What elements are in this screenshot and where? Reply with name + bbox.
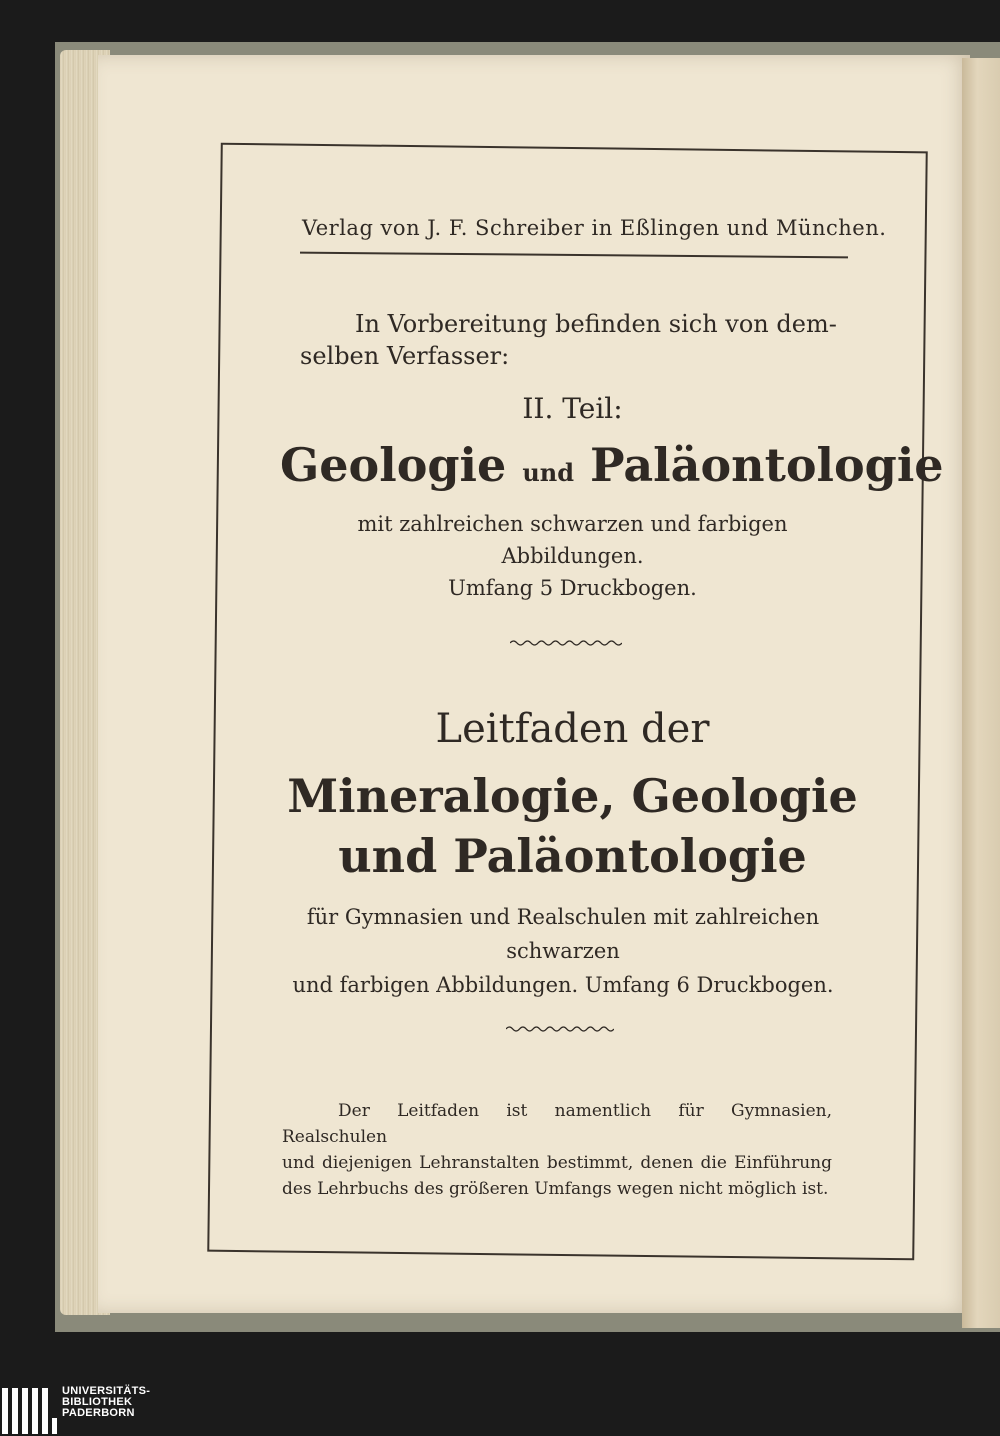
library-logo <box>0 1386 200 1436</box>
intro-line-1: In Vorbereitung befinden sich von dem- <box>355 310 837 338</box>
part-label: II. Teil: <box>522 392 623 425</box>
book1-title-und: und <box>522 458 574 487</box>
library-logo-line-2: BIBLIOTHEK <box>62 1396 133 1408</box>
note-line-1: Der Leitfaden ist namentlich für Gymnasien, Realschulen <box>282 1101 832 1147</box>
book2-title-main <box>280 766 865 886</box>
book2-title-line-3: und Paläontologie <box>338 829 807 883</box>
book1-description-line-1: mit zahlreichen schwarzen und farbigen Abbildungen. <box>357 512 788 568</box>
book1-title-b: Paläontologie <box>590 438 944 492</box>
note-text <box>282 1098 832 1202</box>
facing-page-gutter <box>962 58 1000 1328</box>
note-line-3: Lehrbuchs des größeren Umfangs wegen nicht möglich ist. <box>317 1179 829 1199</box>
library-logo-line-3: PADERBORN <box>62 1407 135 1419</box>
library-logo-text <box>62 1386 150 1419</box>
book1-description <box>290 508 855 604</box>
book2-title-line-2: Mineralogie, Geologie <box>287 769 858 823</box>
note-line-2: und diejenigen Lehranstalten bestimmt, denen die Einführung des <box>282 1153 832 1199</box>
wavy-ornament-2 <box>506 1024 614 1034</box>
intro-text <box>300 308 845 372</box>
book2-description-line-2: und farbigen Abbildungen. Umfang 6 Druckbogen. <box>292 973 834 997</box>
book1-title-a: Geologie <box>280 438 507 492</box>
intro-line-2: selben Verfasser: <box>300 342 510 370</box>
book1-description-line-2: Umfang 5 Druckbogen. <box>448 576 697 600</box>
book1-title <box>280 438 944 492</box>
library-logo-bars-icon <box>2 1388 58 1434</box>
wavy-ornament-1 <box>510 638 622 648</box>
library-logo-line-1: UNIVERSITÄTS- <box>62 1385 151 1397</box>
book2-description-line-1: für Gymnasien und Realschulen mit zahlreichen schwarzen <box>306 905 820 963</box>
publisher-line: Verlag von J. F. Schreiber in Eßlingen und München. <box>302 216 887 240</box>
book2-title-line-1: Leitfaden der <box>435 706 710 752</box>
book2-description <box>288 900 838 1002</box>
